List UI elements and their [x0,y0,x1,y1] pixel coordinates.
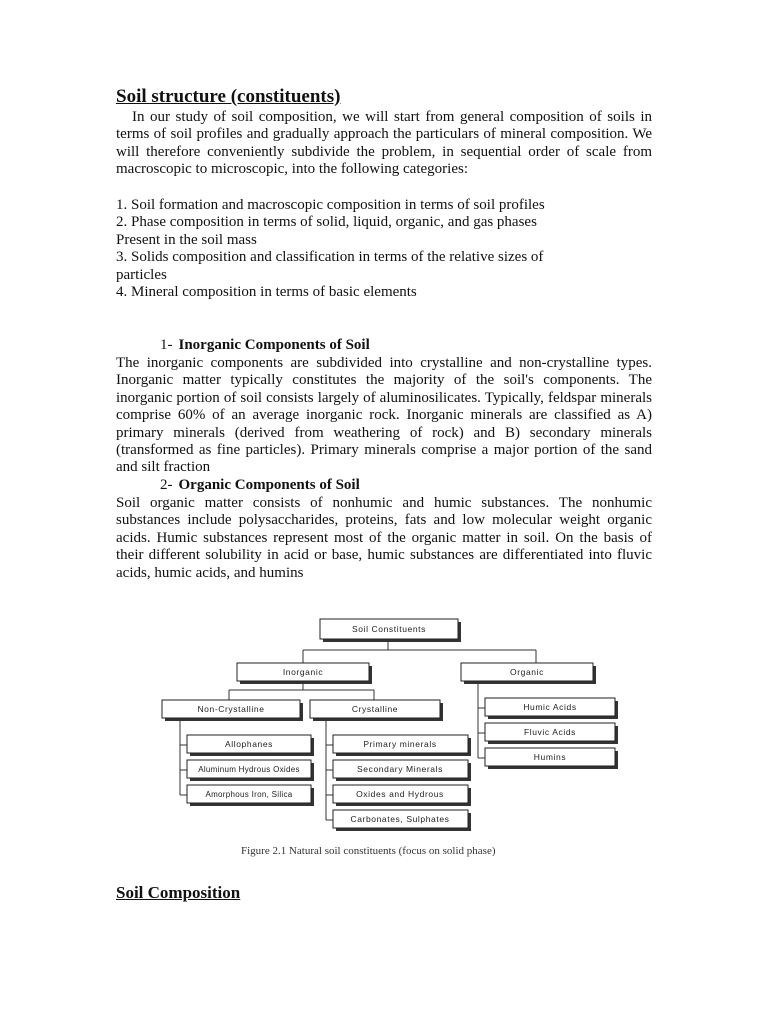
section-title: Organic Components of Soil [178,477,360,493]
node-label: Fluvic Acids [523,727,577,737]
figure-caption: Figure 2.1 Natural soil constituents (focus on solid phase) [241,845,496,857]
node-humic-acids [485,698,618,719]
section-heading-soil-composition: Soil Composition [116,883,241,902]
node-label: Allophanes [224,739,274,749]
section-title: Inorganic Components of Soil [178,337,370,353]
category-item: 2. Phase composition in terms of solid, liquid, organic, and gas phases [116,214,537,231]
inorganic-paragraph: The inorganic components are subdivided into crystalline and non-crystalline types. Inorganic matter typically constitutes the majority of the soil's components. The inorganic portion of soil consists largely of aluminosilicates. Typically, feldspar minerals comprise 60% of an average inorganic rock. Inorganic minerals are classified as A) primary minerals (derived from weathering of rock) and B) secondary minerals (transformed as fine particles). Primary minerals comprise a major portion of the sand and silt fraction [116,355,652,476]
node-label: Humic Acids [523,702,577,712]
intro-paragraph: In our study of soil composition, we will start from general composition of soils in terms of soil profiles and gradually approach the particulars of mineral composition. We will therefore conveniently subdivide the problem, in sequential order of scale from macroscopic to microscopic, into the following categories: [116,109,652,178]
node-label: Carbonates, Sulphates [350,814,450,824]
page-title: Soil structure (constituents) [116,86,341,107]
category-item: particles [116,266,167,283]
section-number: 1- [160,337,173,353]
node-label: Amorphous Iron, Silica [205,790,293,799]
node-fluvic-acids [485,723,618,744]
category-item: 4. Mineral composition in terms of basic elements [116,284,417,301]
node-label: Primary minerals [363,739,437,749]
node-label: Humins [533,752,567,762]
node-label: Aluminum Hydrous Oxides [198,765,300,774]
node-primary-minerals [333,735,471,756]
category-item: Present in the soil mass [116,231,257,248]
node-label: Oxides and Hydrous [356,789,444,799]
node-label: Inorganic [282,667,324,677]
category-item: 3. Solids composition and classification in terms of the relative sizes of [116,249,544,266]
node-inorganic [237,663,372,684]
node-label: Non-Crystalline [197,704,265,714]
node-label: Secondary Minerals [357,764,443,774]
category-item: 1. Soil formation and macroscopic composition in terms of soil profiles [116,197,545,213]
node-amorphous-iron-silica [187,785,314,806]
node-non-crystalline [162,700,303,721]
node-soil-constituents [320,619,461,642]
organic-paragraph: Soil organic matter consists of nonhumic and humic substances. The nonhumic substances include polysaccharides, proteins, fats and low molecular weight organic acids. Humic substances represent most of the organic matter in soil. On the basis of their different solubility in acid or base, humic substances are differentiated into fluvic acids, humic acids, and humins [116,495,652,581]
node-organic [461,663,596,684]
node-oxides-hydrous [333,785,471,806]
node-secondary-minerals [333,760,471,781]
node-aluminum-hydrous-oxides [187,760,314,781]
node-label: Crystalline [351,704,399,714]
node-crystalline [310,700,443,721]
node-label: Organic [510,667,544,677]
node-label: Soil Constituents [352,624,426,634]
node-carbonates-sulphates [333,810,471,831]
section-number: 2- [160,477,173,493]
node-allophanes [187,735,314,756]
node-humins [485,748,618,769]
